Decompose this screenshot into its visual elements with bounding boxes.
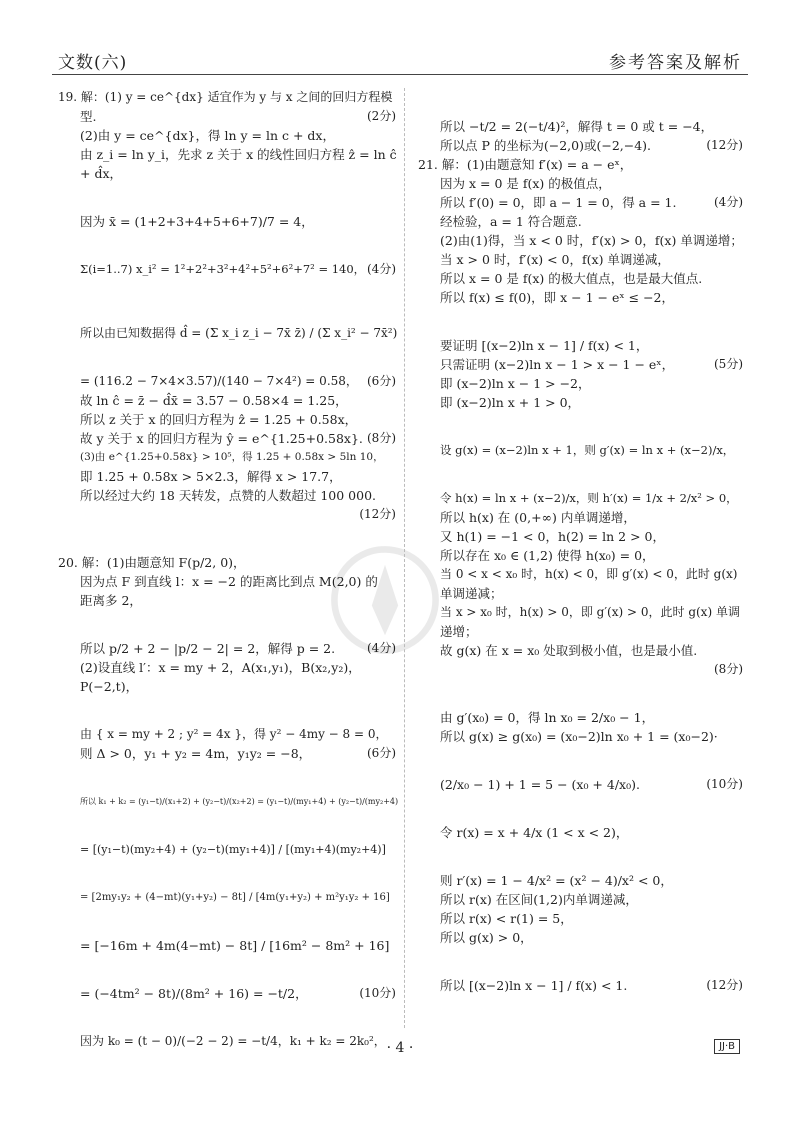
solution-line (418, 269, 743, 288)
score-mark: (8分) (367, 431, 396, 445)
solution-text: (2)设直线 l′：x = my + 2，A(x₁,y₁)，B(x₂,y₂)， (80, 660, 361, 675)
solution-text: 令 h(x) = ln x + (x−2)/x，则 h′(x) = 1/x + 2/x² > 0， (440, 491, 738, 505)
solution-line (418, 231, 743, 250)
solution-text: 当 0 < x < x₀ 时，h(x) < 0，即 g′(x) < 0，此时 g(x) (440, 567, 738, 581)
solution-line (418, 546, 743, 565)
solution-text: 距离多 2， (80, 593, 142, 608)
solution-line (58, 126, 396, 145)
solution-text: 所以由已知数据得 d̂ = (Σ x_i z_i − 7x̄ z̄) / (Σ x_i² − 7x̄²) (80, 326, 398, 340)
solution-line (58, 591, 396, 610)
solution-line (58, 391, 396, 410)
score-mark: (12分) (359, 507, 396, 521)
solution-text: 递增； (440, 624, 478, 639)
solution-text: 所以 f′(0) = 0，即 a − 1 = 0，得 a = 1. (440, 195, 677, 210)
page-header (0, 0, 800, 78)
solution-line (418, 193, 743, 212)
solution-text: 当 x > 0 时，f′(x) < 0，f(x) 单调递减， (440, 252, 670, 267)
solution-text: = [(y₁−t)(my₂+4) + (y₂−t)(my₁+4)] / [(my₁+4)(my₂+4)] (80, 843, 386, 856)
solution-text: = (116.2 − 7×4×3.57)/(140 − 7×4²) = 0.58， (80, 374, 358, 388)
solution-line (418, 212, 743, 231)
solution-text: 21. 解：(1)由题意知 f′(x) = a − eˣ， (418, 157, 633, 172)
solution-text: 所以 h(x) 在 (0,+∞) 内单调递增， (440, 510, 636, 525)
solution-text: 所以 [(x−2)ln x − 1] / f(x) < 1. (440, 978, 628, 993)
solution-line (58, 183, 396, 231)
solution-text: 所以 g(x) ≥ g(x₀) = (x₀−2)ln x₀ + 1 = (x₀−2)· (440, 729, 718, 744)
solution-line (58, 505, 396, 524)
solution-line (418, 136, 743, 155)
solution-text: (2)由 y = ce^{dx}，得 ln y = ln c + dx， (80, 128, 335, 143)
solution-line (418, 842, 743, 890)
score-mark: (4分) (714, 195, 743, 209)
solution-text: (3)由 e^{1.25+0.58x} > 10⁵，得 1.25 + 0.58x > 5ln 10， (80, 451, 384, 463)
solution-text: 由 z_i = ln y_i，先求 z 关于 x 的线性回归方程 ẑ = ln ĉ (80, 147, 397, 162)
solution-text: 令 r(x) = x + 4/x (1 < x < 2)， (440, 825, 629, 840)
solution-text: 所以 −t/2 = 2(−t/4)²，解得 t = 0 或 t = −4， (440, 119, 714, 134)
solution-line (418, 412, 743, 460)
solution-text: 因为 x̄ = (1+2+3+4+5+6+7)/7 = 4， (80, 214, 314, 229)
solution-text: 经检验，a = 1 符合题意. (440, 214, 582, 229)
solution-line (58, 658, 396, 677)
solution-text: 当 x > x₀ 时，h(x) > 0，即 g′(x) > 0，此时 g(x) 单调 (440, 605, 740, 619)
solution-line (58, 279, 396, 343)
score-mark: (6分) (367, 374, 396, 388)
solution-line (418, 250, 743, 269)
solution-line (58, 859, 396, 907)
solution-line (58, 467, 396, 486)
solution-line (418, 909, 743, 928)
header-title: 参考答案及解析 (609, 53, 742, 73)
solution-text: 所以 z 关于 x 的回归方程为 ẑ = 1.25 + 0.58x， (80, 412, 358, 427)
solution-text: 19. 解：(1) y = ce^{dx} 适宜作为 y 与 x 之间的回归方程模 (58, 90, 393, 104)
solution-text: 所以存在 x₀ ∈ (1,2) 使得 h(x₀) = 0， (440, 548, 655, 563)
solution-line (418, 928, 743, 947)
score-mark: (10分) (706, 777, 743, 791)
solution-text: 由 { x = my + 2 ; y² = 4x }，得 y² − 4my − 8 = 0， (80, 727, 388, 741)
solution-text: 20. 解：(1)由题意知 F(p/2, 0)， (58, 555, 246, 570)
header-rule (52, 74, 748, 75)
solution-line (418, 508, 743, 527)
solution-line (418, 584, 743, 603)
edition-badge: JJ·B (714, 1039, 740, 1054)
solution-line (418, 603, 743, 622)
solution-text: 又 h(1) = −1 < 0，h(2) = ln 2 > 0， (440, 529, 665, 544)
solution-line (58, 696, 396, 744)
solution-text: 所以 p/2 + 2 − |p/2 − 2| = 2，解得 p = 2. (80, 641, 336, 656)
solution-line (58, 448, 396, 467)
column-divider (404, 88, 405, 1028)
solution-text: 因为 k₀ = (t − 0)/(−2 − 2) = −t/4，k₁ + k₂ = 2k₀²， (80, 1034, 386, 1048)
solution-text: 所以点 P 的坐标为(−2,0)或(−2,−4). (440, 138, 652, 153)
solution-text: 由 g′(x₀) = 0，得 ln x₀ = 2/x₀ − 1， (440, 710, 655, 725)
solution-text: 只需证明 (x−2)ln x − 1 > x − 1 − eˣ， (440, 357, 675, 372)
score-mark: (10分) (359, 986, 396, 1000)
solution-text: 即 (x−2)ln x − 1 > −2， (440, 376, 591, 391)
score-mark: (5分) (714, 357, 743, 371)
left-column (58, 88, 399, 1051)
page-number: · 4 · (386, 1040, 414, 1056)
solution-line (418, 527, 743, 546)
score-mark: (12分) (706, 978, 743, 992)
solution-text: 设 g(x) = (x−2)ln x + 1，则 g′(x) = ln x + (x−2)/x， (440, 443, 735, 457)
solution-line (58, 677, 396, 696)
solution-text: 则 r′(x) = 1 − 4/x² = (x² − 4)/x² < 0， (440, 873, 673, 888)
solution-line (58, 486, 396, 505)
solution-line (58, 88, 396, 107)
solution-line (418, 374, 743, 393)
solution-line (418, 679, 743, 727)
score-mark: (4分) (367, 262, 396, 276)
solution-line (58, 955, 396, 1003)
solution-line (418, 890, 743, 909)
solution-line (58, 410, 396, 429)
solution-line (418, 565, 743, 584)
solution-text: (2/x₀ − 1) + 1 = 5 − (x₀ + 4/x₀). (440, 777, 640, 792)
solution-text: 所以 r(x) < r(1) = 5， (440, 911, 573, 926)
solution-text: Σ(i=1..7) x_i² = 1²+2²+3²+4²+5²+6²+7² = 140， (80, 262, 366, 276)
solution-text: + d̂x， (80, 166, 122, 181)
solution-text: = [−16m + 4m(4−mt) − 8t] / [16m² − 8m² + 16] (80, 938, 390, 953)
solution-text: = (−4tm² − 8t)/(8m² + 16) = −t/2， (80, 986, 308, 1001)
solution-line (418, 641, 743, 660)
right-column (418, 88, 743, 995)
score-mark: (2分) (367, 109, 396, 123)
solution-line (58, 107, 396, 126)
solution-line (58, 164, 396, 183)
solution-text: 所以 k₁ + k₂ = (y₁−t)/(x₁+2) + (y₂−t)/(x₂+2) = (y₁−t)/(my₁+4) + (y₂−t)/(my₂+4) (80, 797, 399, 806)
solution-line (418, 288, 743, 307)
solution-line (418, 355, 743, 374)
solution-text: 即 1.25 + 0.58x > 5×2.3，解得 x > 17.7， (80, 469, 342, 484)
solution-line (58, 811, 396, 859)
solution-line (418, 746, 743, 794)
solution-text: 单调递减； (440, 586, 503, 601)
solution-text: 型. (80, 109, 97, 124)
header-subject: 文数(六) (58, 53, 128, 73)
solution-text: 所以 g(x) > 0， (440, 930, 533, 945)
solution-text: 要证明 [(x−2)ln x − 1] / f(x) < 1， (440, 338, 649, 353)
solution-line (418, 727, 743, 746)
score-mark: (8分) (714, 662, 743, 676)
solution-line (58, 907, 396, 955)
solution-line (418, 155, 743, 174)
solution-text: 则 Δ > 0，y₁ + y₂ = 4m，y₁y₂ = −8， (80, 746, 312, 761)
solution-text: 故 g(x) 在 x = x₀ 处取到极小值，也是最小值. (440, 643, 698, 658)
solution-text: 因为 x = 0 是 f(x) 的极值点， (440, 176, 611, 191)
solution-text: 故 y 关于 x 的回归方程为 ŷ = e^{1.25+0.58x}. (80, 431, 363, 446)
solution-text: (2)由(1)得，当 x < 0 时，f′(x) > 0，f(x) 单调递增； (440, 233, 743, 248)
solution-text: 所以 x = 0 是 f(x) 的极大值点，也是最大值点. (440, 271, 703, 286)
solution-line (58, 610, 396, 658)
solution-line (58, 572, 396, 591)
solution-line (58, 343, 396, 391)
solution-line (418, 307, 743, 355)
solution-line (418, 622, 743, 641)
solution-text: 所以经过大约 18 天转发，点赞的人数超过 100 000. (80, 488, 376, 503)
solution-text: 因为点 F 到直线 l：x = −2 的距离比到点 M(2,0) 的 (80, 574, 378, 589)
solution-line (58, 145, 396, 164)
solution-line (418, 460, 743, 508)
solution-line (418, 88, 743, 136)
solution-text: = [2my₁y₂ + (4−mt)(y₁+y₂) − 8t] / [4m(y₁+y₂) + m²y₁y₂ + 16] (80, 892, 390, 903)
solution-line (58, 231, 396, 279)
solution-line (58, 763, 399, 811)
solution-line (418, 794, 743, 842)
solution-line (418, 947, 743, 995)
score-mark: (6分) (367, 746, 396, 760)
solution-text: 即 (x−2)ln x + 1 > 0， (440, 395, 581, 410)
solution-text: 所以 r(x) 在区间(1,2)内单调递减， (440, 892, 638, 907)
solution-line (58, 429, 396, 448)
solution-text: P(−2,t)， (80, 679, 139, 694)
solution-line (58, 744, 396, 763)
score-mark: (4分) (367, 641, 396, 655)
solution-line (418, 660, 743, 679)
solution-text: 所以 f(x) ≤ f(0)，即 x − 1 − eˣ ≤ −2， (440, 290, 675, 305)
solution-line (58, 524, 396, 572)
solution-line (418, 174, 743, 193)
solution-line (418, 393, 743, 412)
score-mark: (12分) (706, 138, 743, 152)
solution-text: 故 ln ĉ = z̄ − d̂x̄ = 3.57 − 0.58×4 = 1.25， (80, 393, 348, 408)
